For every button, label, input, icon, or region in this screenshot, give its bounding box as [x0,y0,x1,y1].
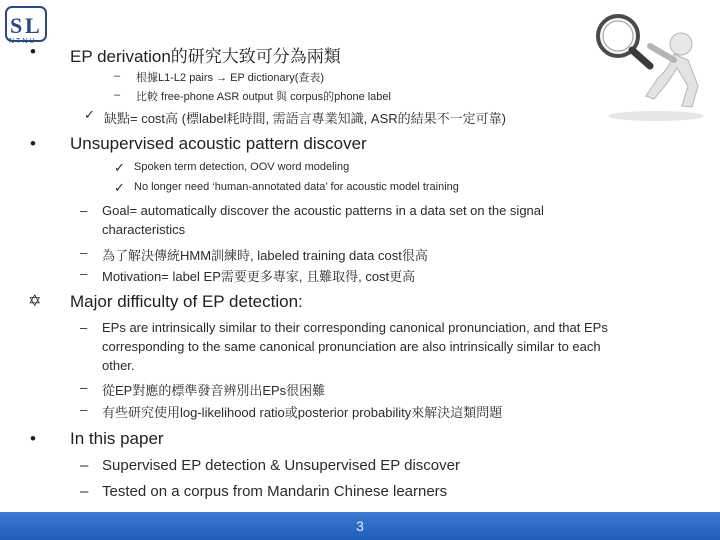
dash-marker: – [80,457,89,474]
dash-marker: – [80,266,88,281]
check-icon: ✓ [84,107,95,122]
dash-marker: – [80,483,89,500]
sub-item: 有些研究使用log-likelihood ratio或posterior probability來解決這類問題 [102,405,503,420]
dash-marker: – [114,89,121,101]
dash-marker: – [80,203,88,218]
bullet-in-this-paper: In this paper [70,429,164,448]
check-item: 缺點= cost高 (標label耗時間, 需語言專業知識, ASR的結果不一定可靠) [104,111,506,126]
logo-text: NTNU [9,38,37,45]
sub-item-cont: characteristics [102,222,186,237]
bullet-unsupervised: Unsupervised acoustic pattern discover [70,134,367,153]
sub-item: Tested on a corpus from Mandarin Chinese learners [102,483,448,500]
bullet-ep-derivation: EP derivation的研究大致可分為兩類 [70,47,341,66]
dash-marker: – [114,70,121,82]
svg-text:S: S [10,13,23,38]
bullet-dot: • [30,42,36,61]
sub-item: 比較 free-phone ASR output 與 corpus的phone label [136,91,391,103]
sub-item-cont: corresponding to the same canonical pronunciation are also intrinsically similar to each [102,339,601,354]
magnifier-figure-icon [584,4,714,122]
page-number: 3 [356,518,364,534]
check-item: No longer need ‘human-annotated data’ for acoustic model training [134,181,459,193]
dash-marker: – [80,320,88,335]
check-icon: ✓ [114,160,125,175]
bullet-dot: • [30,429,36,448]
footer-bar [0,512,720,540]
sub-item: Motivation= label EP需要更多專家, 且難取得, cost更高 [102,269,416,284]
sub-item: 根據L1-L2 pairs → EP dictionary(查表) [136,72,325,84]
sub-item: Supervised EP detection & Unsupervised EP discover [102,457,460,474]
sub-item: 為了解決傳統HMM訓練時, labeled training data cost很高 [102,248,428,263]
sub-item-cont: other. [102,358,135,373]
svg-text:L: L [25,13,40,38]
sub-item: 從EP對應的標準發音辨別出EPs很困難 [102,383,326,398]
sub-item: EPs are intrinsically similar to their corresponding canonical pronunciation, and that EPs [102,320,608,335]
star-icon: ✡ [28,293,42,310]
check-icon: ✓ [114,180,125,195]
check-item: Spoken term detection, OOV word modeling [134,161,350,173]
dash-marker: – [80,402,88,417]
bullet-dot: • [30,134,36,153]
bullet-major-difficulty: Major difficulty of EP detection: [70,292,303,311]
dash-marker: – [80,245,88,260]
dash-marker: – [80,380,88,395]
sub-item: Goal= automatically discover the acoustic patterns in a data set on the signal [102,203,544,218]
